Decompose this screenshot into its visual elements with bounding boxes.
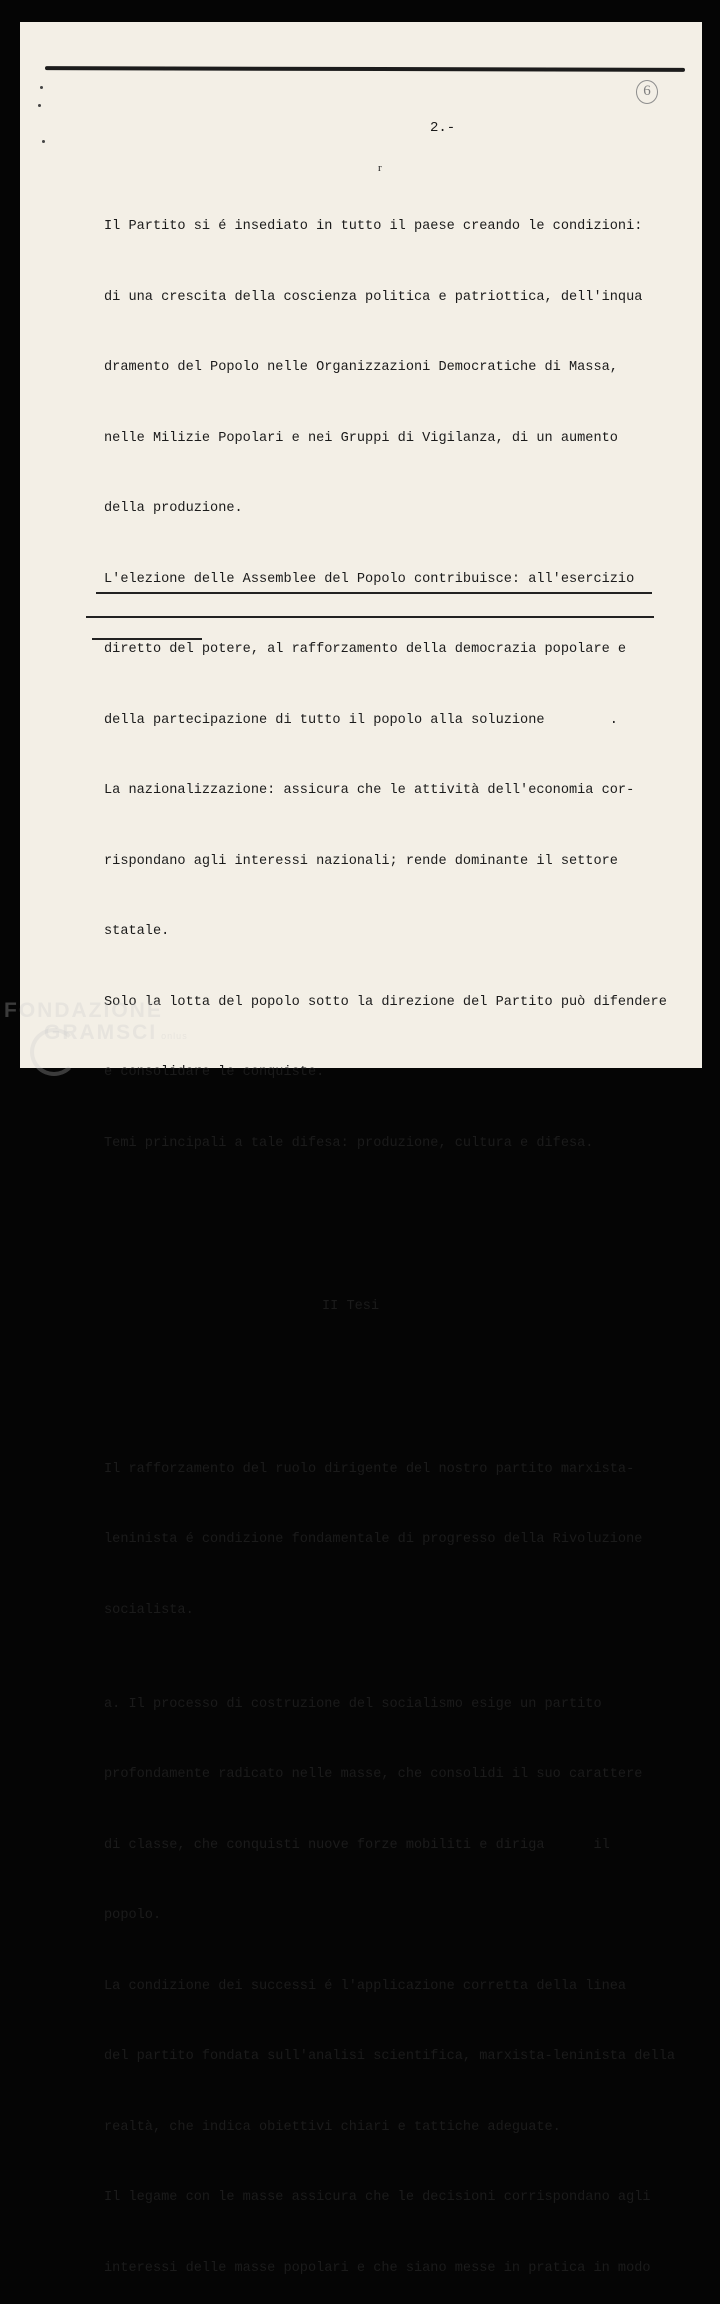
thesis-underline [96, 592, 652, 594]
text-line: Solo la lotta del popolo sotto la direzione del Partito può difendere [104, 994, 667, 1010]
watermark [4, 1000, 188, 1047]
watermark-line1: FONDAZIONE [4, 999, 163, 1022]
annotation-mark: r [378, 162, 382, 174]
text-line: La nazionalizzazione: assicura che le attività dell'economia cor- [104, 783, 635, 798]
text-line: statale. [104, 924, 170, 939]
text-line: nelle Milizie Popolari e nei Gruppi di Vigilanza, di un aumento [104, 430, 618, 446]
text-line: della partecipazione di tutto il popolo alla soluzione . [104, 712, 618, 728]
text-line: diretto del potere, al rafforzamento della democrazia popolare e [104, 642, 627, 657]
text-line: profondamente radicato nelle masse, che consolidi il suo carattere [104, 1767, 643, 1782]
section-heading: II Tesi [322, 1298, 380, 1314]
margin-dot [40, 86, 43, 89]
margin-dot [38, 104, 41, 107]
text-line: Il legame con le masse assicura che le decisioni corrispondano agli [104, 2190, 651, 2205]
text-line: dramento del Popolo nelle Organizzazioni Democratiche di Massa, [104, 360, 618, 375]
text-line: Il Partito si é insediato in tutto il paese creando le condizioni: [104, 219, 643, 234]
text-line: interessi delle masse popolari e che siano messe in pratica in modo [104, 2260, 651, 2276]
thesis-line: socialista. [104, 1602, 194, 1618]
text-line: e consolidare le conquiste. [104, 1065, 325, 1080]
watermark-line2-text: GRAMSCI [44, 1021, 158, 1044]
page-number: 2.- [430, 120, 456, 136]
margin-dot [42, 140, 45, 143]
text-line: di una crescita della coscienza politica e patriottica, dell'inqua [104, 289, 643, 305]
text-line: La condizione dei successi é l'applicazione corretta della linea [104, 1978, 627, 1994]
watermark-logo-icon [30, 1028, 78, 1076]
text-line: realtà, che indica obiettivi chiari e tattiche adeguate. [104, 2119, 561, 2135]
thesis-line: Il rafforzamento del ruolo dirigente del nostro partito marxista- [104, 1461, 635, 1477]
thesis-underline [86, 616, 654, 618]
text-line: Temi principali a tale difesa: produzione, cultura e difesa. [104, 1135, 594, 1151]
text-line: L'elezione delle Assemblee del Popolo contribuisce: all'esercizio [104, 571, 635, 587]
thesis-underline [92, 638, 202, 640]
text-line: rispondano agli interessi nazionali; rende dominante il settore [104, 853, 618, 869]
watermark-line3: onlus [161, 1031, 188, 1041]
text-line: del partito fondata sull'analisi scientifica, marxista-leninista della [104, 2049, 676, 2064]
thesis-line: leninista é condizione fondamentale di progresso della Rivoluzione [104, 1532, 643, 1547]
text-line: della produzione. [104, 501, 243, 516]
text-line: di classe, che conquisti nuove forze mobiliti e diriga il [104, 1837, 610, 1853]
document-body [104, 168, 704, 2304]
text-line: popolo. [104, 1908, 162, 1923]
text-line: a. Il processo di costruzione del socialismo esige un partito [104, 1696, 602, 1712]
folio-number: 6 [636, 80, 658, 104]
